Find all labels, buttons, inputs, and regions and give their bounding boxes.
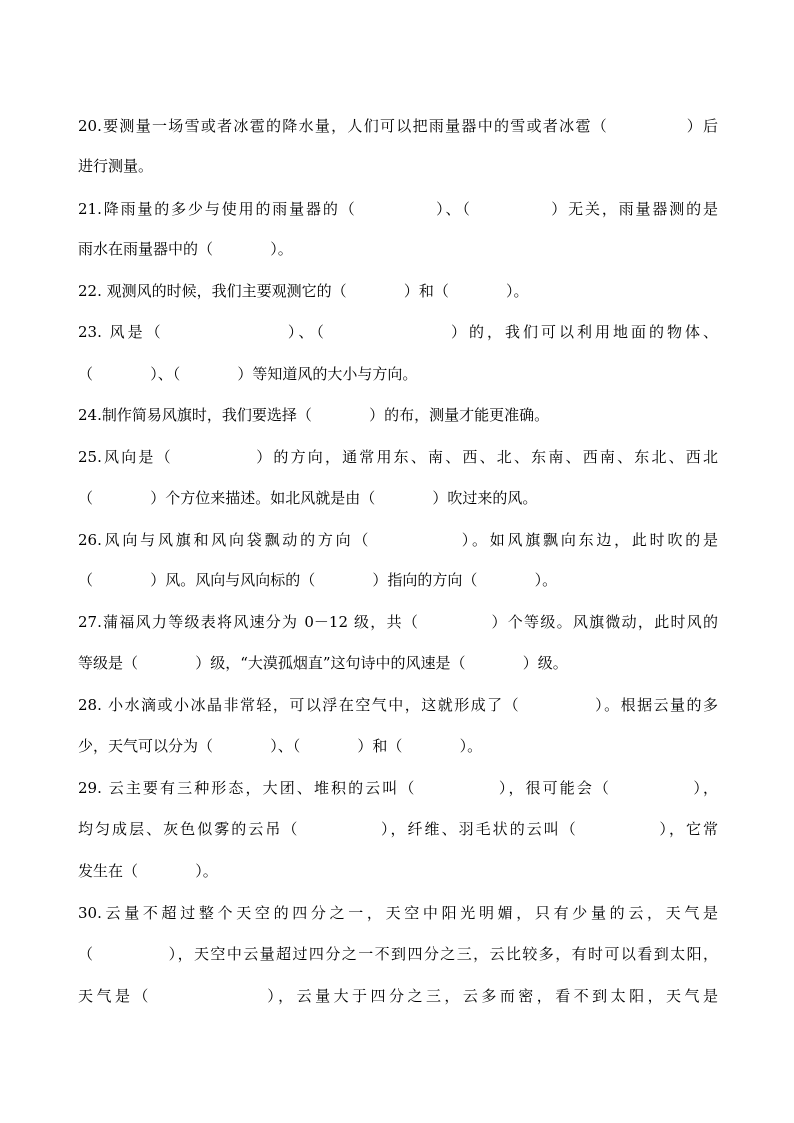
question-30-line-1: 30.云量不超过整个天空的四分之一，天空中阳光明媚，只有少量的云，天气是 xyxy=(78,904,718,922)
question-23-line-1: 23. 风是（ ）、（ ）的，我们可以利用地面的物体、 xyxy=(78,323,718,341)
question-28-line-1: 28. 小水滴或小冰晶非常轻，可以浮在空气中，这就形成了（ ）。根据云量的多 xyxy=(78,696,718,714)
question-30-line-2: （ ），天空中云量超过四分之一不到四分之三，云比较多，有时可以看到太阳， xyxy=(78,945,718,963)
question-26-line-2: （ ）风。风向与风向标的（ ）指向的方向（ ）。 xyxy=(78,571,558,589)
question-25-line-1: 25.风向是（ ）的方向，通常用东、南、西、北、东南、西南、东北、西北 xyxy=(78,448,718,466)
question-24-line-1: 24.制作简易风旗时，我们要选择（ ）的布，测量才能更准确。 xyxy=(78,406,550,424)
question-22-line-1: 22. 观测风的时候，我们主要观测它的（ ）和（ ）。 xyxy=(78,282,529,300)
question-20-line-1: 20.要测量一场雪或者冰雹的降水量，人们可以把雨量器中的雪或者冰雹（ ）后 xyxy=(78,117,718,135)
question-23-line-2: （ ）、（ ）等知道风的大小与方向。 xyxy=(78,365,418,383)
question-29-line-1: 29. 云主要有三种形态，大团、堆积的云叫（ ），很可能会（ ）， xyxy=(78,779,718,797)
question-29-line-2: 均匀成层、灰色似雾的云吊（ ），纤维、羽毛状的云叫（ ），它常 xyxy=(78,820,718,838)
question-29-line-3: 发生在（ ）。 xyxy=(78,862,218,880)
question-27-line-2: 等级是（ ）级，“大漠孤烟直”这句诗中的风速是（ ）级。 xyxy=(78,654,568,672)
question-21-line-2: 雨水在雨量器中的（ ）。 xyxy=(78,240,293,258)
question-28-line-2: 少，天气可以分为（ ）、（ ）和（ ）。 xyxy=(78,737,483,755)
question-30-line-3: 天气是（ ），云量大于四分之三，云多而密，看不到太阳，天气是 xyxy=(78,987,718,1005)
question-26-line-1: 26.风向与风旗和风向袋飘动的方向（ ）。如风旗飘向东边，此时吹的是 xyxy=(78,531,718,549)
question-27-line-1: 27.蒲福风力等级表将风速分为 0－12 级，共（ ）个等级。风旗微动，此时风的 xyxy=(78,613,718,631)
question-21-line-1: 21.降雨量的多少与使用的雨量器的（ ）、（ ）无关，雨量器测的是 xyxy=(78,200,718,218)
question-25-line-2: （ ）个方位来描述。如北风就是由（ ）吹过来的风。 xyxy=(78,489,538,507)
question-20-line-2: 进行测量。 xyxy=(78,157,154,175)
